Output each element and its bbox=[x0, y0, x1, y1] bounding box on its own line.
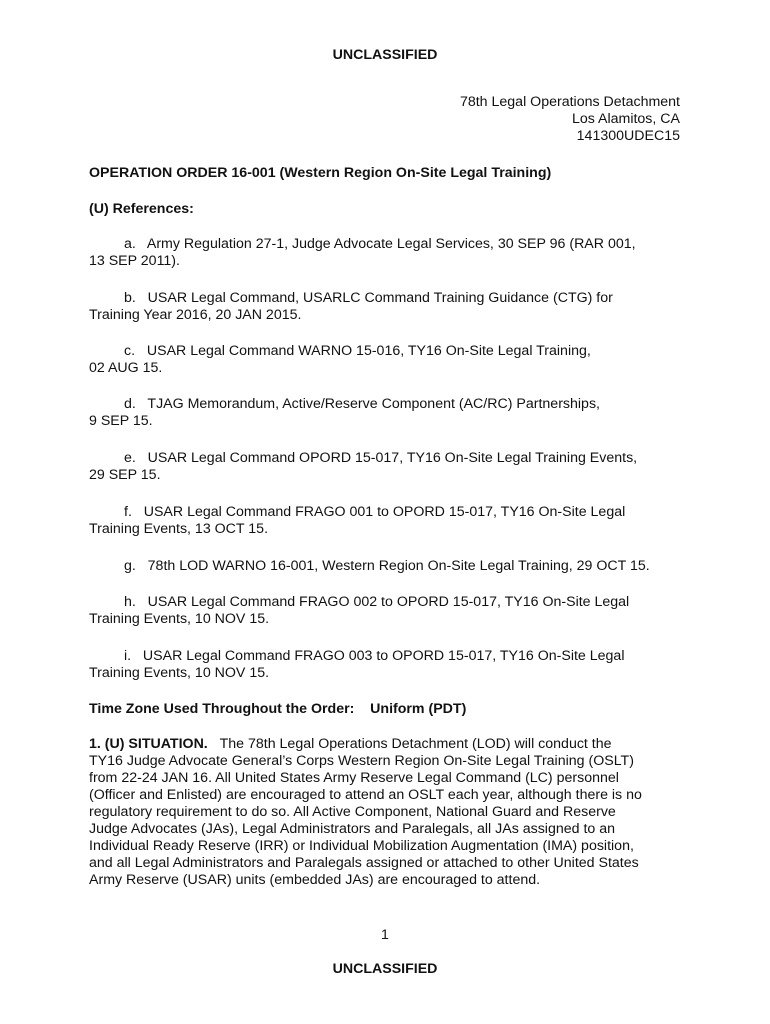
reference-item bbox=[89, 504, 681, 538]
reference-line: 9 SEP 15. bbox=[89, 413, 153, 429]
address-block bbox=[280, 94, 680, 145]
situation-line: (Officer and Enlisted) are encouraged to attend an OSLT each year, although there is no bbox=[89, 787, 642, 803]
reference-item bbox=[89, 290, 681, 324]
reference-line: Training Events, 13 OCT 15. bbox=[89, 521, 269, 537]
order-title: OPERATION ORDER 16-001 (Western Region On-Site Legal Training) bbox=[89, 165, 552, 181]
situation-paragraph bbox=[89, 736, 681, 889]
reference-line: h. USAR Legal Command FRAGO 002 to OPORD 15-017, TY16 On-Site Legal bbox=[124, 594, 630, 610]
situation-line: The 78th Legal Operations Detachment (LOD) will conduct the bbox=[219, 736, 612, 752]
reference-line: Training Year 2016, 20 JAN 2015. bbox=[89, 307, 302, 323]
reference-line: 29 SEP 15. bbox=[89, 467, 161, 483]
classification-header: UNCLASSIFIED bbox=[332, 47, 438, 63]
reference-line: e. USAR Legal Command OPORD 15-017, TY16 On-Site Legal Training Events, bbox=[124, 450, 638, 466]
reference-line: Training Events, 10 NOV 15. bbox=[89, 611, 270, 627]
time-zone-value: Uniform (PDT) bbox=[370, 701, 467, 717]
reference-line: Training Events, 10 NOV 15. bbox=[89, 665, 270, 681]
reference-item bbox=[89, 236, 681, 270]
reference-item bbox=[89, 648, 681, 682]
reference-line: a. Army Regulation 27-1, Judge Advocate Legal Services, 30 SEP 96 (RAR 001, bbox=[124, 236, 636, 252]
situation-line: regulatory requirement to do so. All Active Component, National Guard and Reserve bbox=[89, 804, 616, 820]
situation-line: Judge Advocates (JAs), Legal Administrators and Paralegals, all JAs assigned to an bbox=[89, 821, 616, 837]
reference-item bbox=[89, 343, 681, 377]
unit-name: 78th Legal Operations Detachment bbox=[459, 94, 680, 110]
reference-line: d. TJAG Memorandum, Active/Reserve Component (AC/RC) Partnerships, bbox=[124, 396, 600, 412]
reference-item bbox=[89, 594, 681, 628]
reference-line: 13 SEP 2011). bbox=[89, 253, 180, 269]
situation-heading: 1. (U) SITUATION. bbox=[89, 736, 208, 752]
reference-item bbox=[89, 396, 681, 430]
reference-line: b. USAR Legal Command, USARLC Command Training Guidance (CTG) for bbox=[124, 290, 613, 306]
situation-line: and all Legal Administrators and Paralegals assigned or attached to other United States bbox=[89, 855, 639, 871]
situation-line: from 22-24 JAN 16. All United States Army Reserve Legal Command (LC) personnel bbox=[89, 770, 619, 786]
reference-item bbox=[89, 450, 681, 484]
time-zone-label: Time Zone Used Throughout the Order: bbox=[89, 701, 355, 717]
date-time-group: 141300UDEC15 bbox=[576, 128, 680, 144]
references-heading: (U) References: bbox=[89, 201, 194, 217]
reference-line: f. USAR Legal Command FRAGO 001 to OPORD 15-017, TY16 On-Site Legal bbox=[124, 504, 626, 520]
reference-line: 02 AUG 15. bbox=[89, 360, 163, 376]
page-number: 1 bbox=[381, 927, 389, 943]
situation-line: Army Reserve (USAR) units (embedded JAs) are encouraged to attend. bbox=[89, 872, 541, 888]
situation-line: TY16 Judge Advocate General’s Corps Western Region On-Site Legal Training (OSLT) bbox=[89, 753, 634, 769]
situation-line: Individual Ready Reserve (IRR) or Individual Mobilization Augmentation (IMA) position, bbox=[89, 838, 634, 854]
reference-line: g. 78th LOD WARNO 16-001, Western Region On-Site Legal Training, 29 OCT 15. bbox=[124, 558, 650, 574]
time-zone-line bbox=[89, 701, 681, 718]
reference-item bbox=[89, 558, 681, 575]
reference-line: i. USAR Legal Command FRAGO 003 to OPORD 15-017, TY16 On-Site Legal bbox=[124, 648, 625, 664]
unit-location: Los Alamitos, CA bbox=[571, 111, 680, 127]
reference-line: c. USAR Legal Command WARNO 15-016, TY16 On-Site Legal Training, bbox=[124, 343, 591, 359]
classification-footer: UNCLASSIFIED bbox=[332, 961, 438, 977]
